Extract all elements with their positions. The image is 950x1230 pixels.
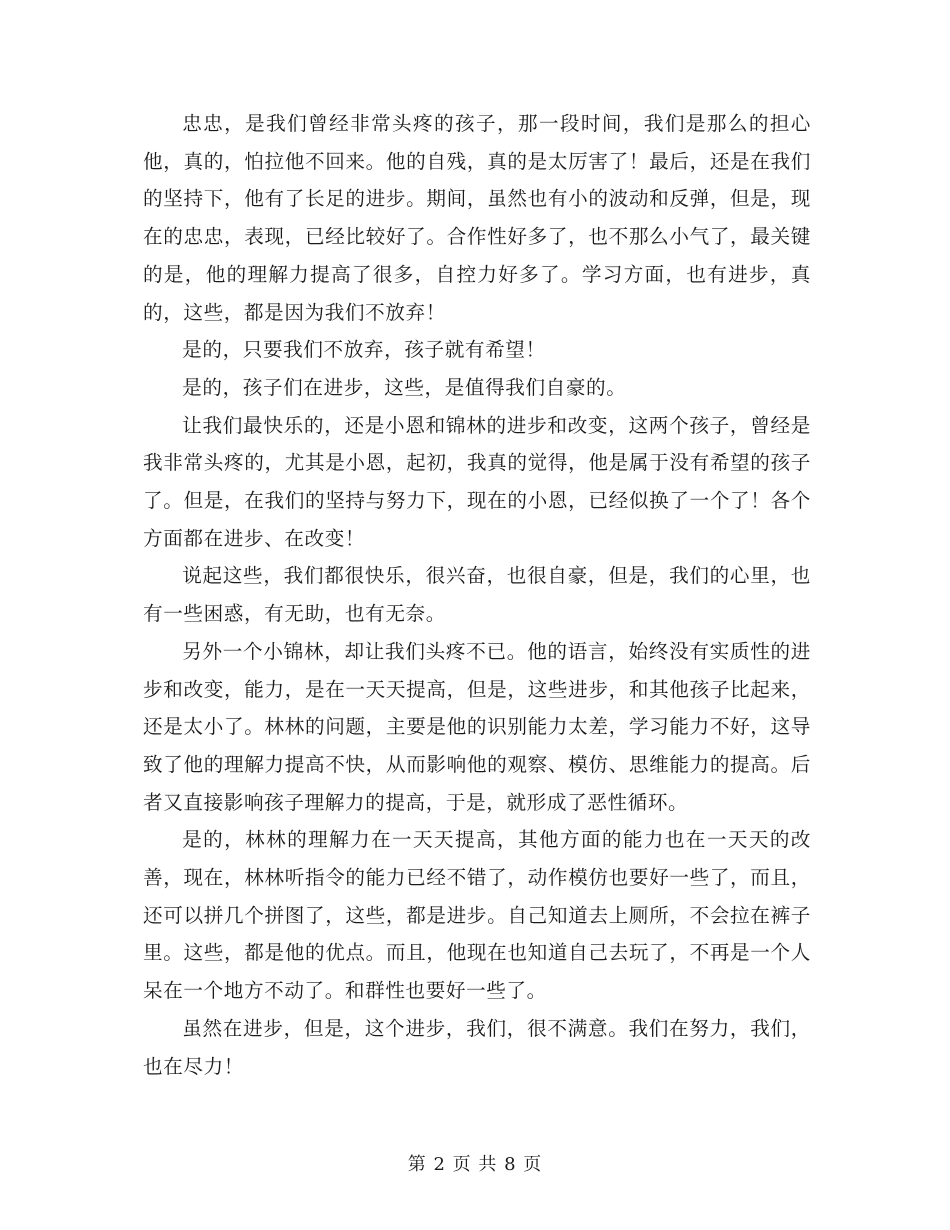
paragraph: 让我们最快乐的，还是小恩和锦林的进步和改变，这两个孩子，曾经是我非常头疼的，尤其是小恩，起初，我真的觉得，他是属于没有希望的孩子了。但是，在我们的坚持与努力下，现在的小恩，已经似换了一个了！各个方面都在进步、在改变！ — [143, 413, 811, 550]
document-body — [143, 105, 811, 1085]
paragraph: 是的，只要我们不放弃，孩子就有希望！ — [182, 338, 546, 362]
paragraph: 虽然在进步，但是，这个进步，我们，很不满意。我们在努力，我们，也在尽力！ — [143, 1016, 811, 1078]
paragraph: 是的，林林的理解力在一天天提高，其他方面的能力也在一天天的改善，现在，林林听指令的能力已经不错了，动作模仿也要好一些了，而且，还可以拼几个拼图了，这些，都是进步。自己知道去上厕所，不会拉在裤子里。这些，都是他的优点。而且，他现在也知道自己去玩了，不再是一个人呆在一个地方不动了。和群性也要好一些了。 — [143, 828, 811, 1003]
paragraph: 忠忠，是我们曾经非常头疼的孩子，那一段时间，我们是那么的担心他，真的，怕拉他不回来。他的自残，真的是太厉害了！最后，还是在我们的坚持下，他有了长足的进步。期间，虽然也有小的波动和反弹，但是，现在的忠忠，表现，已经比较好了。合作性好多了，也不那么小气了，最关键的是，他的理解力提高了很多，自控力好多了。学习方面，也有进步，真的，这些，都是因为我们不放弃！ — [143, 112, 811, 324]
page-number-footer: 第 2 页 共 8 页 — [407, 1154, 543, 1175]
paragraph: 另外一个小锦林，却让我们头疼不已。他的语言，始终没有实质性的进步和改变，能力，是在一天天提高，但是，这些进步，和其他孩子比起来，还是太小了。林林的问题，主要是他的识别能力太差，学习能力不好，这导致了他的理解力提高不快，从而影响他的观察、模仿、思维能力的提高。后者又直接影响孩子理解力的提高，于是，就形成了恶性循环。 — [143, 639, 811, 814]
paragraph: 是的，孩子们在进步，这些，是值得我们自豪的。 — [182, 375, 627, 399]
paragraph: 说起这些，我们都很快乐，很兴奋，也很自豪，但是，我们的心里，也有一些困惑，有无助，也有无奈。 — [143, 564, 811, 626]
